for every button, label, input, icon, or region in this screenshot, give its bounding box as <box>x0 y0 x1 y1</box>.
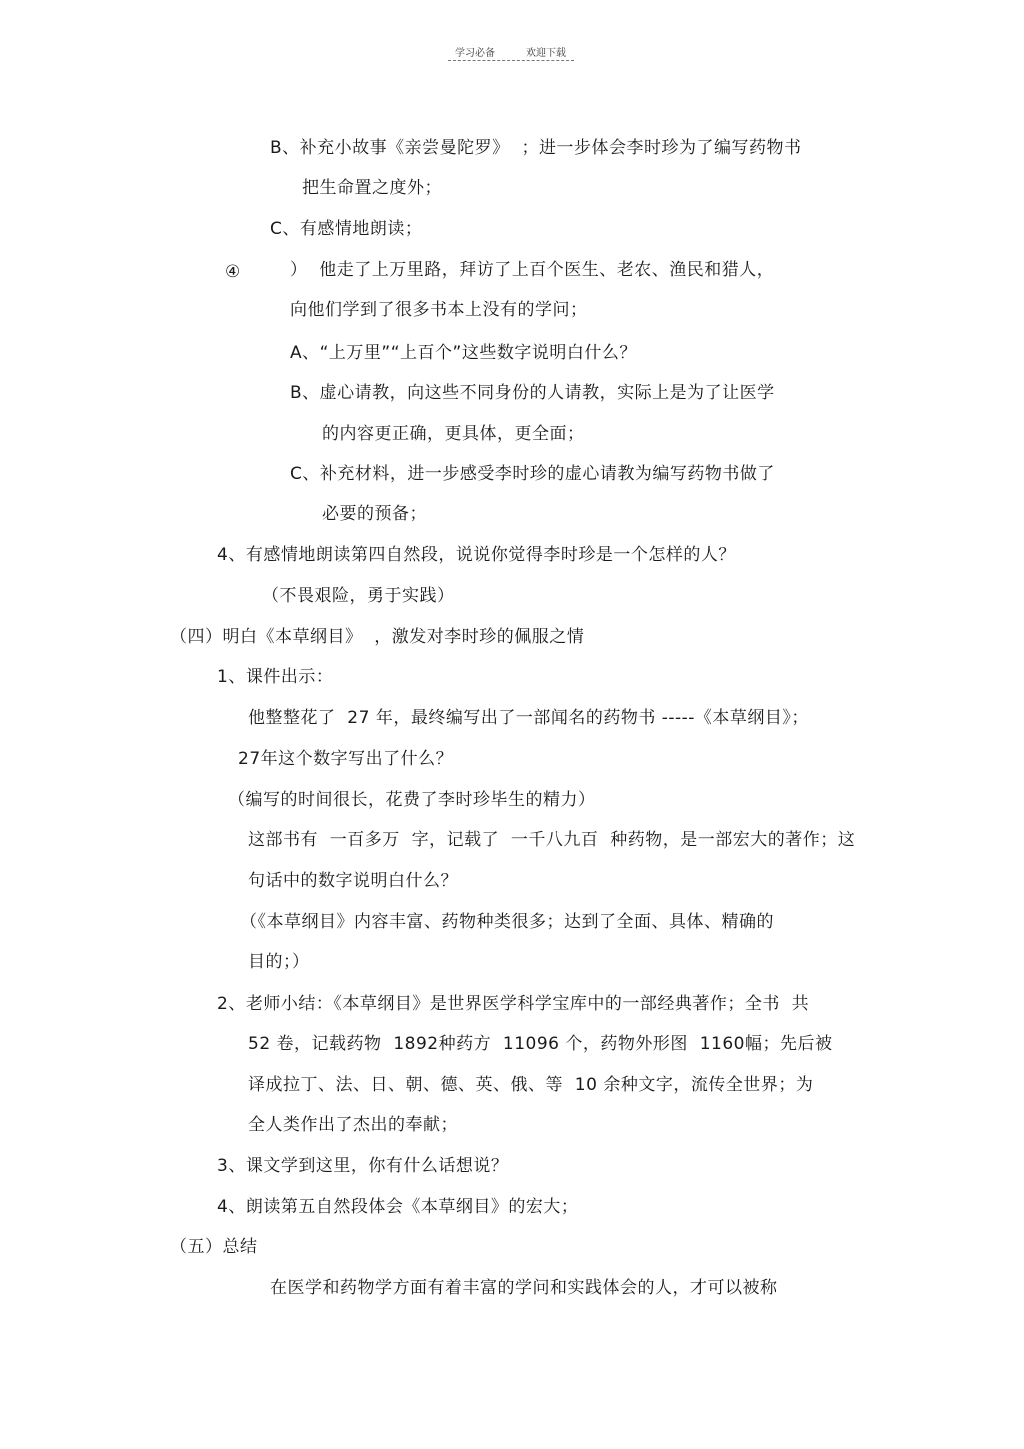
text-line: 目的；） <box>248 952 310 972</box>
header-divider <box>448 60 574 61</box>
text-line: B、虚心请教，向这些不同身份的人请教，实际上是为了让医学 <box>290 383 775 403</box>
text-line: 的内容更正确，更具体，更全面； <box>322 424 585 444</box>
text-line: 句话中的数字说明白什么？ <box>248 871 458 891</box>
text-line: 3、课文学到这里，你有什么话想说？ <box>217 1156 509 1176</box>
text-line: 52 卷，记载药物 1892种药方 11096 个，药物外形图 1160幅；先后被 <box>248 1034 833 1054</box>
text-line: 在医学和药物学方面有着丰富的学问和实践体会的人，才可以被称 <box>270 1278 778 1298</box>
text-line: 把生命置之度外； <box>302 178 442 198</box>
text-line: （不畏艰险，勇于实践） <box>262 586 455 606</box>
text-line: C、补充材料，进一步感受李时珍的虚心请教为编写药物书做了 <box>290 464 775 484</box>
section-heading: （四）明白《本草纲目》 ，激发对李时珍的佩服之情 <box>170 627 585 647</box>
text-line: （编写的时间很长，花费了李时珍毕生的精力） <box>228 790 596 810</box>
page-header <box>0 40 1024 66</box>
text-line: 4、朗读第五自然段体会《本草纲目》的宏大； <box>217 1197 579 1217</box>
text-line: 向他们学到了很多书本上没有的学问； <box>290 300 588 320</box>
text-line: 译成拉丁、法、日、朝、德、英、俄、等 10 余种文字，流传全世界；为 <box>248 1075 814 1095</box>
text-line: 2、老师小结：《本草纲目》是世界医学科学宝库中的一部经典著作；全书 共 <box>217 994 810 1014</box>
text-line: 全人类作出了杰出的奉献； <box>248 1115 458 1135</box>
circled-number-marker: ④ <box>225 262 241 282</box>
text-line: 他整整花了 27 年，最终编写出了一部闻名的药物书 -----《本草纲目》； <box>248 708 809 728</box>
text-line: B、补充小故事《亲尝曼陀罗》 ；进一步体会李时珍为了编写药物书 <box>270 138 802 158</box>
text-line: 4、有感情地朗读第四自然段，说说你觉得李时珍是一个怎样的人？ <box>217 545 736 565</box>
text-line: 必要的预备； <box>322 504 427 524</box>
header-left-text: 学习必备 <box>455 48 495 59</box>
text-line: C、有感情地朗读； <box>270 219 423 239</box>
text-line: （《本草纲目》内容丰富、药物种类很多；达到了全面、具体、精确的 <box>240 912 774 932</box>
section-heading: （五）总结 <box>170 1237 258 1257</box>
text-line: 这部书有 一百多万 字，记载了 一千八九百 种药物，是一部宏大的著作；这 <box>248 830 856 850</box>
text-line: 1、课件出示： <box>217 667 334 687</box>
text-line: A、“上万里”“上百个”这些数字说明白什么？ <box>290 343 637 363</box>
text-line: 27年这个数字写出了什么？ <box>238 749 454 769</box>
header-right-text: 欢迎下载 <box>526 48 566 59</box>
text-line: ） 他走了上万里路，拜访了上百个医生、老农、渔民和猎人， <box>290 260 775 280</box>
